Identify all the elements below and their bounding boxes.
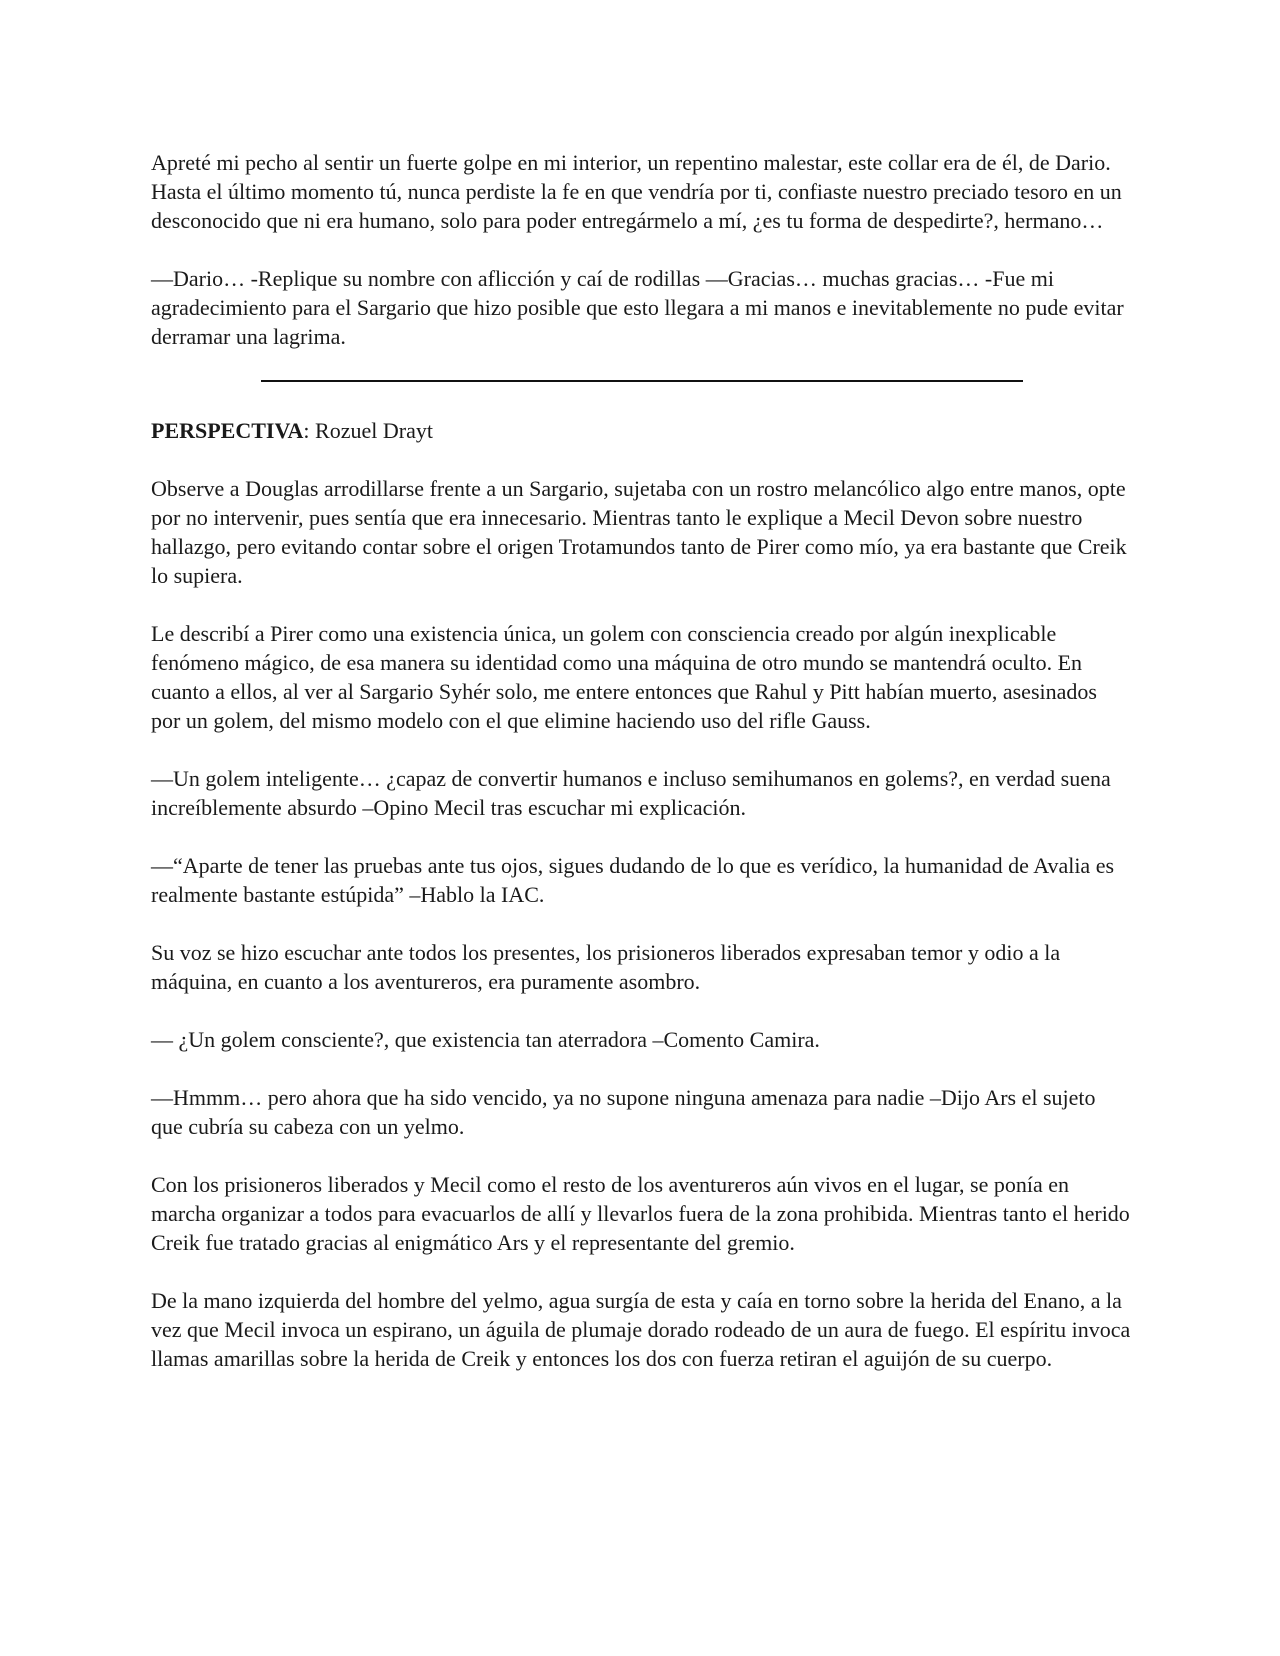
- paragraph: Su voz se hizo escuchar ante todos los presentes, los prisioneros liberados expresaban temor y odio a la máquina, en cuanto a los aventureros, era puramente asombro.: [151, 940, 1061, 994]
- perspective-label: PERSPECTIVA: [151, 418, 304, 443]
- paragraph: — ¿Un golem consciente?, que existencia tan aterradora –Comento Camira.: [151, 1027, 820, 1052]
- paragraph: —Un golem inteligente… ¿capaz de convertir humanos e incluso semihumanos en golems?, en verdad suena increíblemente absurdo –Opino Mecil tras escuchar mi explicación.: [151, 766, 1111, 820]
- section-divider: [261, 380, 1023, 382]
- paragraph: Le describí a Pirer como una existencia única, un golem con consciencia creado por algún inexplicable fenómeno mágico, de esa manera su identidad como una máquina de otro mundo se mantendrá oculto. En cuanto a ellos, al ver al Sargario Syhér solo, me entere entonces que Rahul y Pitt habían muerto, asesinados por un golem, del mismo modelo con el que elimine haciendo uso del rifle Gauss.: [151, 621, 1097, 733]
- paragraph: De la mano izquierda del hombre del yelmo, agua surgía de esta y caía en torno sobre la herida del Enano, a la vez que Mecil invoca un espirano, un águila de plumaje dorado rodeado de un aura de fuego. El espíritu invoca llamas amarillas sobre la herida de Creik y entonces los dos con fuerza retiran el aguijón de su cuerpo.: [151, 1288, 1131, 1371]
- perspective-heading: [151, 416, 1131, 445]
- paragraph: Apreté mi pecho al sentir un fuerte golpe en mi interior, un repentino malestar, este collar era de él, de Dario. Hasta el último momento tú, nunca perdiste la fe en que vendría por ti, confiaste nuestro preciado tesoro en un desconocido que ni era humano, solo para poder entregármelo a mí, ¿es tu forma de despedirte?, hermano…: [151, 150, 1122, 233]
- paragraph: —“Aparte de tener las pruebas ante tus ojos, sigues dudando de lo que es verídico, la humanidad de Avalia es realmente bastante estúpida” –Hablo la IAC.: [151, 853, 1115, 907]
- paragraph: —Hmmm… pero ahora que ha sido vencido, ya no supone ninguna amenaza para nadie –Dijo Ars el sujeto que cubría su cabeza con un yelmo.: [151, 1085, 1096, 1139]
- paragraph: Observe a Douglas arrodillarse frente a un Sargario, sujetaba con un rostro melancólico algo entre manos, opte por no intervenir, pues sentía que era innecesario. Mientras tanto le explique a Mecil Devon sobre nuestro hallazgo, pero evitando contar sobre el origen Trotamundos tanto de Pirer como mío, ya era bastante que Creik lo supiera.: [151, 476, 1127, 588]
- paragraph: —Dario… -Replique su nombre con aflicción y caí de rodillas —Gracias… muchas gracias… -Fue mi agradecimiento para el Sargario que hizo posible que esto llegara a mi manos e inevitablemente no pude evitar derramar una lagrima.: [151, 266, 1124, 349]
- perspective-name: : Rozuel Drayt: [303, 418, 433, 443]
- document-body: [151, 148, 1131, 1402]
- paragraph: Con los prisioneros liberados y Mecil como el resto de los aventureros aún vivos en el lugar, se ponía en marcha organizar a todos para evacuarlos de allí y llevarlos fuera de la zona prohibida. Mientras tanto el herido Creik fue tratado gracias al enigmático Ars y el representante del gremio.: [151, 1172, 1130, 1255]
